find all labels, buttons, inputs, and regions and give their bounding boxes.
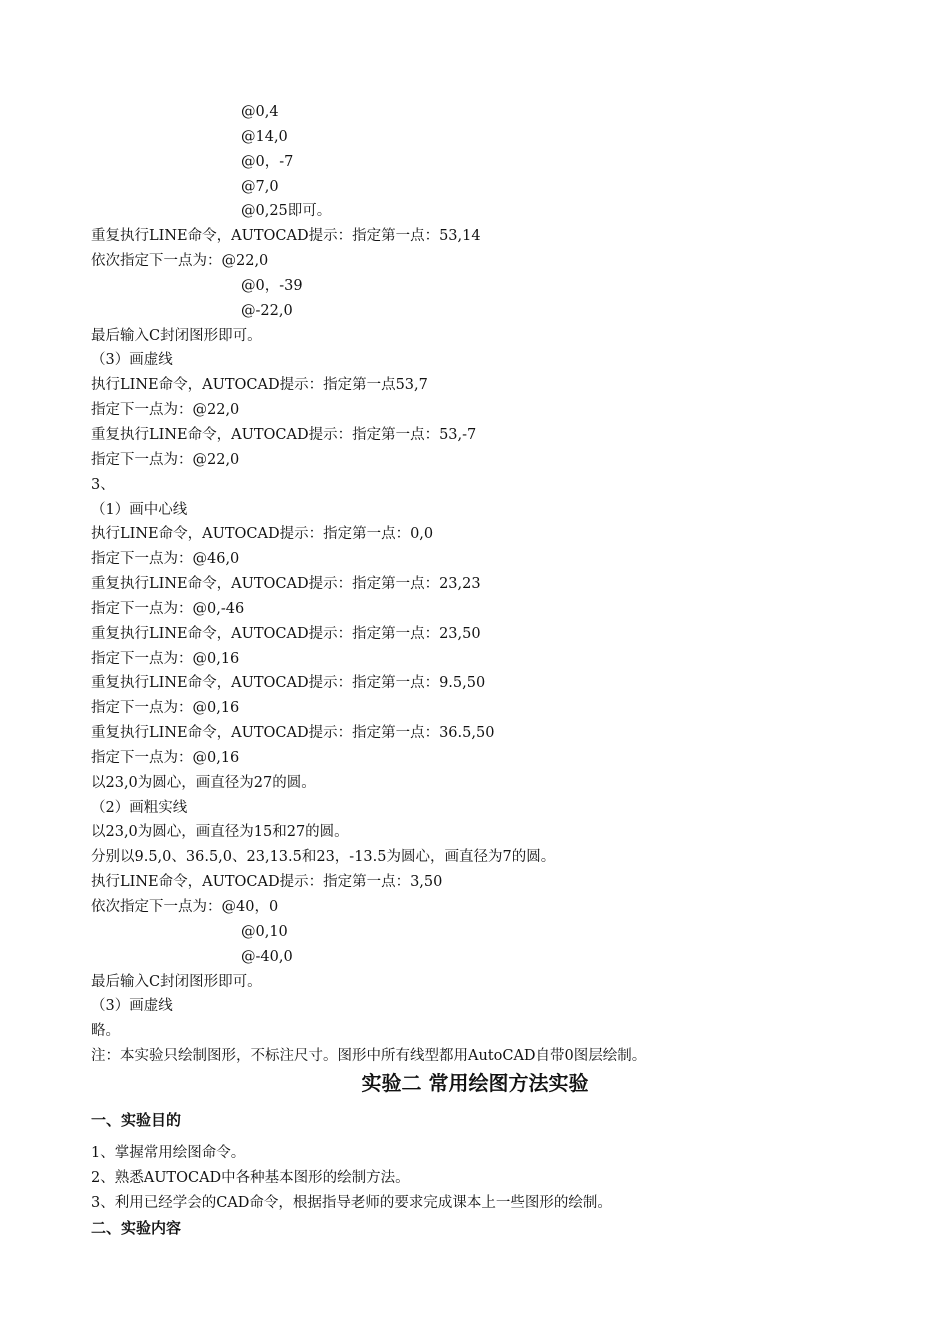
section-number: 3、 [91,476,115,493]
coordinate-step: @0,10 [241,923,288,940]
instruction-line: 略。 [91,1023,120,1040]
coordinate-step: @0,25即可。 [241,203,332,220]
instruction-line: 依次指定下一点为：@22,0 [91,253,269,270]
instruction-line: 指定下一点为：@46,0 [91,551,240,568]
coordinate-step: @7,0 [241,178,279,195]
subsection-label: （3）画虚线 [91,352,173,369]
experiment-title: 实验二 常用绘图方法实验 [361,1071,589,1095]
instruction-line: 最后输入C封闭图形即可。 [91,973,262,990]
instruction-line: 指定下一点为：@0,16 [91,650,240,667]
coordinate-step: @0，-7 [241,153,294,170]
coordinate-step: @14,0 [241,128,288,145]
instruction-line: 最后输入C封闭图形即可。 [91,327,262,344]
instruction-line: 指定下一点为：@0,16 [91,700,240,717]
instruction-line: 重复执行LINE命令，AUTOCAD提示：指定第一点：36.5,50 [91,725,495,742]
coordinate-step: @-22,0 [241,302,293,319]
instruction-line: 依次指定下一点为：@40，0 [91,899,279,915]
instruction-line: 执行LINE命令，AUTOCAD提示：指定第一点：0,0 [91,526,434,543]
subsection-label: （2）画粗实线 [91,799,188,816]
purpose-item: 3、利用已经学会的CAD命令，根据指导老师的要求完成课本上一些图形的绘制。 [91,1195,612,1211]
purpose-section [91,1108,891,1132]
instruction-line: 指定下一点为：@0,16 [91,749,240,766]
subsection-label: （1）画中心线 [91,501,188,518]
instruction-line: 执行LINE命令，AUTOCAD提示：指定第一点53,7 [91,377,428,394]
instruction-line: 指定下一点为：@22,0 [91,451,240,468]
procedure-lines [91,100,891,1069]
instruction-line: 以23,0为圆心，画直径为27的圆。 [91,774,316,791]
instruction-line: 指定下一点为：@0,-46 [91,600,245,617]
instruction-line: 重复执行LINE命令，AUTOCAD提示：指定第一点：23,50 [91,625,481,642]
purpose-item: 1、掌握常用绘图命令。 [91,1145,246,1161]
instruction-line: 指定下一点为：@22,0 [91,402,240,419]
coordinate-step: @0,4 [241,104,279,120]
instruction-line: 执行LINE命令，AUTOCAD提示：指定第一点：3,50 [91,874,443,891]
note-line: 注：本实验只绘制图形，不标注尺寸。图形中所有线型都用AutoCAD自带0图层绘制。 [91,1048,647,1065]
coordinate-step: @-40,0 [241,948,293,965]
instruction-line: 重复执行LINE命令，AUTOCAD提示：指定第一点：53,-7 [91,426,477,443]
purpose-heading: 一、实验目的 [91,1111,182,1129]
instruction-line: 以23,0为圆心，画直径为15和27的圆。 [91,824,349,841]
subsection-label: （3）画虚线 [91,998,173,1015]
instruction-line: 重复执行LINE命令，AUTOCAD提示：指定第一点：23,23 [91,576,481,593]
content-section [91,1216,891,1240]
purpose-item: 2、熟悉AUTOCAD中各种基本图形的绘制方法。 [91,1170,410,1186]
purpose-list [91,1141,891,1216]
coordinate-step: @0，-39 [241,277,303,294]
instruction-line: 重复执行LINE命令，AUTOCAD提示：指定第一点：53,14 [91,228,481,245]
instruction-line: 分别以9.5,0、36.5,0、23,13.5和23，-13.5为圆心，画直径为7的圆。 [91,849,556,866]
instruction-line: 重复执行LINE命令，AUTOCAD提示：指定第一点：9.5,50 [91,675,486,692]
content-heading: 二、实验内容 [91,1219,182,1237]
